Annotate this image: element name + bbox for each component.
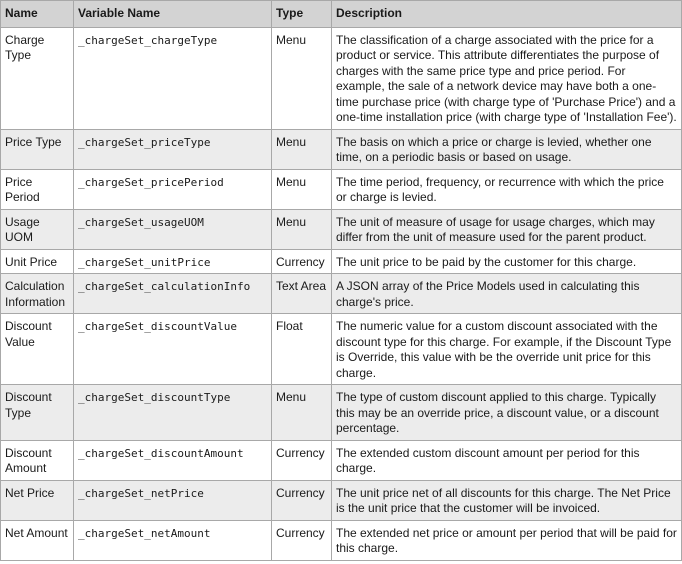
cell-variable: _chargeSet_discountValue: [74, 314, 272, 385]
cell-variable: _chargeSet_chargeType: [74, 27, 272, 129]
cell-type: Currency: [272, 249, 332, 274]
cell-description: The extended custom discount amount per period for this charge.: [332, 440, 682, 480]
cell-description: The type of custom discount applied to this charge. Typically this may be an override price, a discount value, or a discount percentage.: [332, 385, 682, 441]
cell-description: The classification of a charge associated with the price for a product or service. This attribute differentiates the purpose of charges with the same price type and price period. For example, the sale of a network device may have both a one-time purchase price (with charge type of 'Purchase Price') and a one-time installation price (with charge type of 'Installation Fee').: [332, 27, 682, 129]
cell-variable: _chargeSet_unitPrice: [74, 249, 272, 274]
table-row: [1, 314, 682, 385]
table-row: [1, 385, 682, 441]
cell-description: The time period, frequency, or recurrence with which the price or charge is levied.: [332, 169, 682, 209]
header-variable-name: Variable Name: [74, 1, 272, 28]
cell-description: The unit price to be paid by the customer for this charge.: [332, 249, 682, 274]
cell-name: Net Price: [1, 480, 74, 520]
header-type: Type: [272, 1, 332, 28]
cell-type: Menu: [272, 129, 332, 169]
cell-variable: _chargeSet_calculationInfo: [74, 274, 272, 314]
cell-name: Usage UOM: [1, 209, 74, 249]
cell-type: Text Area: [272, 274, 332, 314]
cell-name: Net Amount: [1, 520, 74, 560]
cell-name: Price Type: [1, 129, 74, 169]
table-row: [1, 440, 682, 480]
cell-name: Discount Value: [1, 314, 74, 385]
table-row: [1, 129, 682, 169]
table-row: [1, 209, 682, 249]
table-row: [1, 274, 682, 314]
cell-name: Discount Type: [1, 385, 74, 441]
cell-variable: _chargeSet_usageUOM: [74, 209, 272, 249]
cell-name: Calculation Information: [1, 274, 74, 314]
cell-type: Float: [272, 314, 332, 385]
cell-description: The extended net price or amount per period that will be paid for this charge.: [332, 520, 682, 560]
cell-type: Menu: [272, 27, 332, 129]
header-name: Name: [1, 1, 74, 28]
cell-variable: _chargeSet_discountType: [74, 385, 272, 441]
cell-description: The basis on which a price or charge is levied, whether one time, on a periodic basis or based on usage.: [332, 129, 682, 169]
table-row: [1, 169, 682, 209]
cell-description: The unit price net of all discounts for this charge. The Net Price is the unit price that the customer will be invoiced.: [332, 480, 682, 520]
cell-type: Currency: [272, 520, 332, 560]
cell-variable: _chargeSet_priceType: [74, 129, 272, 169]
table-row: [1, 27, 682, 129]
cell-type: Menu: [272, 209, 332, 249]
cell-name: Unit Price: [1, 249, 74, 274]
table-row: [1, 520, 682, 560]
cell-description: The numeric value for a custom discount associated with the discount type for this charge. For example, if the Discount Type is Override, this value with be the override unit price for this charge.: [332, 314, 682, 385]
cell-description: A JSON array of the Price Models used in calculating this charge's price.: [332, 274, 682, 314]
cell-type: Currency: [272, 440, 332, 480]
cell-name: Price Period: [1, 169, 74, 209]
cell-name: Charge Type: [1, 27, 74, 129]
cell-variable: _chargeSet_netAmount: [74, 520, 272, 560]
table-header-row: [1, 1, 682, 28]
cell-type: Menu: [272, 169, 332, 209]
cell-variable: _chargeSet_discountAmount: [74, 440, 272, 480]
cell-name: Discount Amount: [1, 440, 74, 480]
cell-type: Menu: [272, 385, 332, 441]
cell-description: The unit of measure of usage for usage charges, which may differ from the unit of measure used for the parent product.: [332, 209, 682, 249]
table-row: [1, 249, 682, 274]
cell-variable: _chargeSet_netPrice: [74, 480, 272, 520]
cell-type: Currency: [272, 480, 332, 520]
table-row: [1, 480, 682, 520]
header-description: Description: [332, 1, 682, 28]
cell-variable: _chargeSet_pricePeriod: [74, 169, 272, 209]
